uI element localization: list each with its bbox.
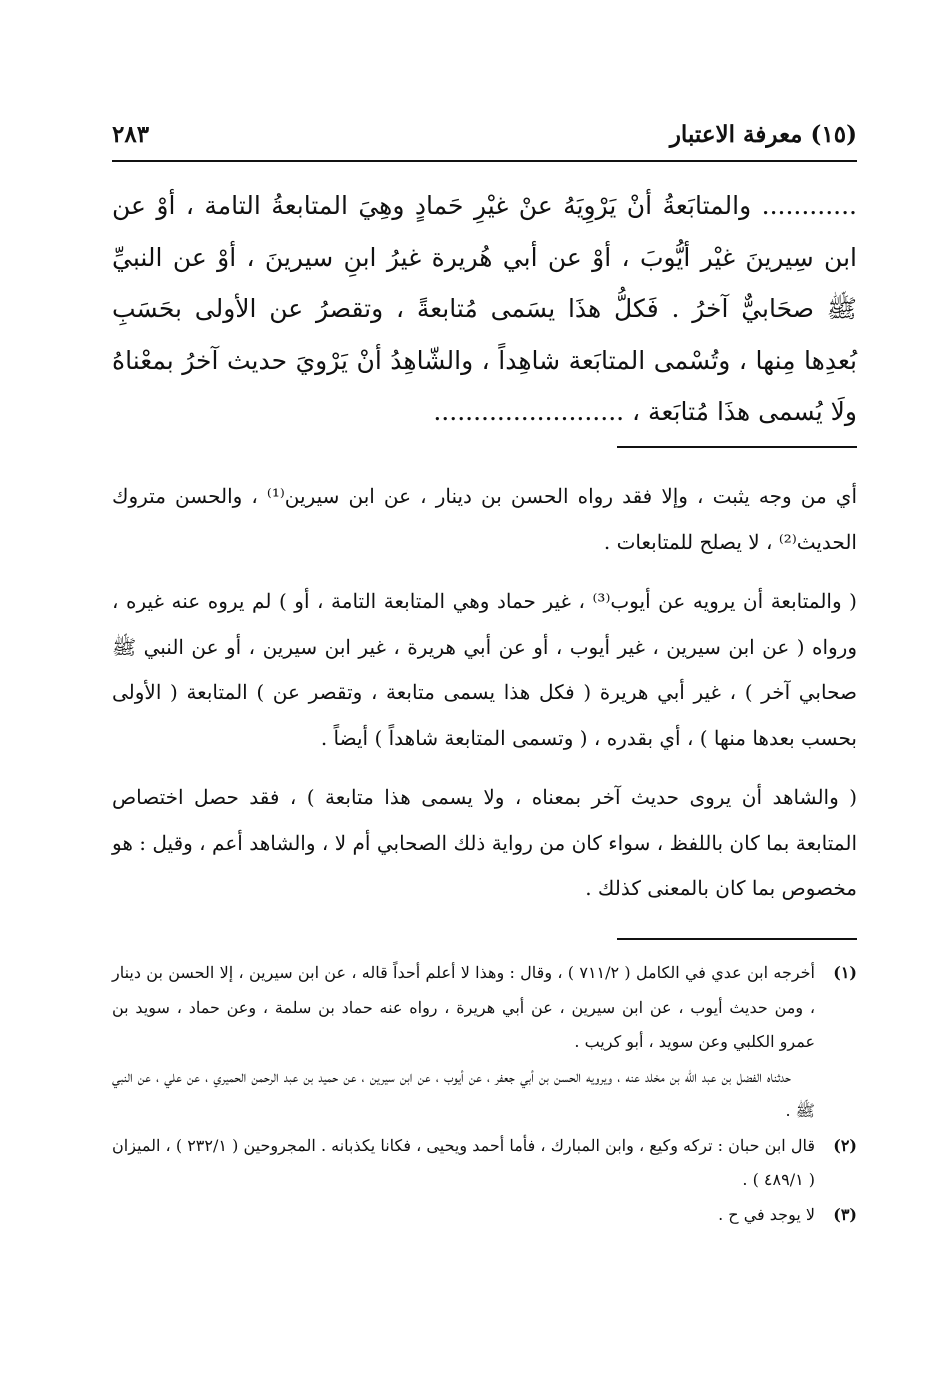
footnote-number: (١) [833, 963, 857, 982]
commentary-paragraph: أي من وجه يثبت ، وإلا فقد رواه الحسن بن دينار ، عن ابن سيرين⁽¹⁾ ، والحسن متروك الحديث⁽²⁾ ، لا يصلح للمتابعات . [112, 484, 857, 554]
footnote-separator-rule [617, 938, 857, 940]
matn-paragraph: ............ والمتابَعةُ أنْ يَرْوِيَهُ عنْ غيْرِ حَمادٍ وهِيَ المتابعةُ التامة ، أوْ عن ابن سِيرينَ غيْر أيُّوبَ ، أوْ عن أبي هُريرة غيرُ ابنِ سيرينَ ، أوْ عن النبيِّ ﷺ صحَابيٌّ آخرُ . فَكلُّ هذَا يسَمى مُتابعةً ، وتقصرُ عن الأولى بحَسَبِ بُعدِها مِنها ، وتُسْمى المتابَعة شاهِداً ، والشّاهِدُ أنْ يَرْويَ حديث آخرُ بمعْناهُ ولَا يُسمى هذَا مُتابَعة ، ........................ [112, 191, 857, 426]
footnote-body [112, 1129, 815, 1198]
footnote-item [112, 956, 857, 1129]
commentary-text [112, 474, 857, 926]
footnote-paragraph: لا يوجد في ح . [718, 1204, 815, 1224]
header-rule [112, 160, 857, 162]
commentary-paragraph: ( والمتابعة أن يرويه عن أيوب⁽³⁾ ، غير حماد وهي المتابعة التامة ، أو ) لم يروه عنه غيره ، ورواه ( عن ابن سيرين ، غير أيوب ، أو عن أبي هريرة ، غير ابن سيرين ، أو عن النبي ﷺ صحابي آخر ) ، غير أبي هريرة ( فكل هذا يسمى متابعة ، وتقصر عن ) المتابعة ( الأولى بحسب بعدها منها ) ، أي بقدره ، ( وتسمى المتابعة شاهداً ) أيضاً . [112, 589, 857, 750]
footnote-body [112, 1198, 815, 1233]
commentary-paragraph: ( والشاهد أن يروى حديث آخر بمعناه ، ولا يسمى هذا متابعة ) ، فقد حصل اختصاص المتابعة بما كان باللفظ ، سواء كان من رواية ذلك الصحابي أم لا ، والشاهد أعم ، وقيل : هو مخصوص بما كان بالمعنى كذلك . [112, 785, 857, 900]
footnote-item [112, 1198, 857, 1233]
footnotes [112, 956, 857, 1232]
matn-separator-rule [617, 446, 857, 448]
page-header [112, 112, 857, 156]
footnote-number: (٣) [833, 1204, 857, 1224]
chapter-title: (١٥) معرفة الاعتبار [669, 120, 857, 148]
footnote-paragraph: قال ابن حبان : تركه وكيع ، وابن المبارك ، فأما أحمد ويحيى ، فكانا يكذبانه . المجروحين ( ٢٣٢/١ ) ، الميزان ( ٤٨٩/١ ) . [112, 1135, 815, 1189]
matn-text [112, 180, 857, 438]
footnote-paragraph: حدثناه الفضل بن عبد الله بن مخلد عنه ، ويرويه الحسن بن أبي جعفر ، عن أيوب ، عن ابن سيرين ، عن حميد بن عبد الرحمن الحميري ، عن علي ، عن النبي ﷺ . [112, 1066, 815, 1120]
footnote-paragraph: أخرجه ابن عدي في الكامل ( ٧١١/٢ ) ، وقال : وهذا لا أعلم أحداً قاله ، عن ابن سيرين ، إلا الحسن بن دينار ، ومن حديث أيوب ، عن ابن سيرين ، عن أبي هريرة ، رواه عنه حماد بن سلمة ، وعن حماد ، سويد بن عمرو الكلبي وعن سويد ، أبو كريب . [112, 963, 815, 1051]
footnote-item [112, 1129, 857, 1198]
footnote-body [112, 956, 815, 1129]
footnote-number: (٢) [833, 1135, 857, 1155]
page-number: ٢٨٣ [112, 120, 150, 148]
